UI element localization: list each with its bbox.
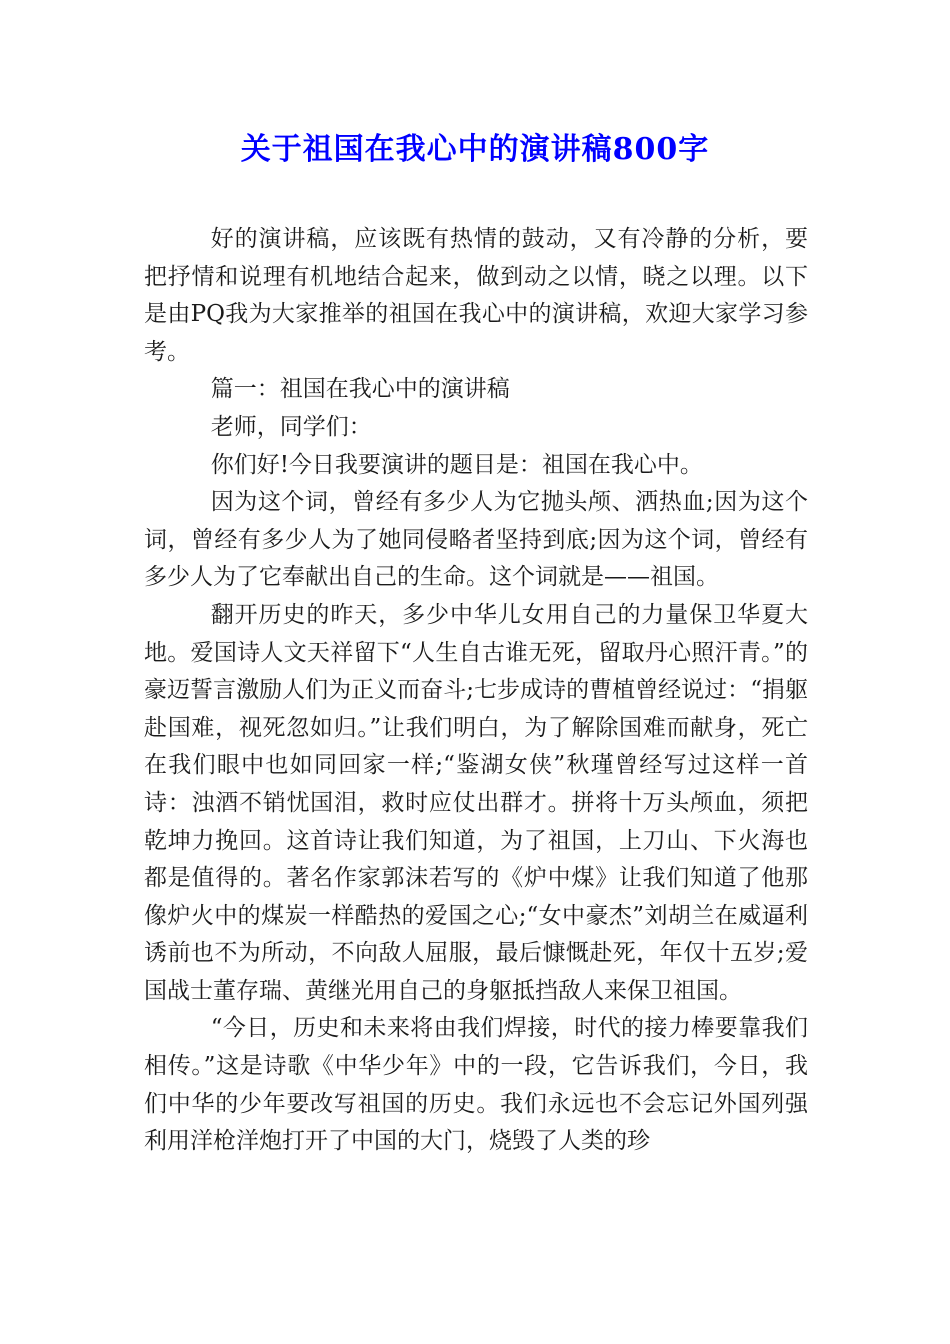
paragraph-greeting: 你们好!今日我要演讲的题目是：祖国在我心中。 xyxy=(210,451,703,478)
paragraph-history: 翻开历史的昨天，多少中华儿女用自己的力量保卫华夏大地。爱国诗人文天祥留下“人生自古谁无死，留取丹心照汗青。”的豪迈誓言激励人们为正义而奋斗;七步成诗的曹植曾经说过：“捐躯赴国难，视死忽如归。”让我们明白，为了解除国难而献身，死亡在我们眼中也如同回家一样;“鉴湖女侠”秋瑾曾经写过这样一首诗：浊酒不销忧国泪，救时应仗出群才。拼将十万头颅血，须把乾坤力挽回。这首诗让我们知道，为了祖国，上刀山、下火海也都是值得的。著名作家郭沫若写的《炉中煤》让我们知道了他那像炉火中的煤炭一样酷热的爱国之心;“女中豪杰”刘胡兰在威逼利诱前也不为所动，不向敌人屈服，最后慷慨赴死，年仅十五岁;爱国战士董存瑞、黄继光用自己的身躯抵挡敌人来保卫祖国。 xyxy=(144,601,808,1004)
paragraph-salutation: 老师，同学们： xyxy=(210,413,372,440)
paragraph-section-heading: 篇一：祖国在我心中的演讲稿 xyxy=(210,376,510,403)
document-body xyxy=(144,221,808,1161)
document-title: 关于祖国在我心中的演讲稿800字 xyxy=(240,132,710,167)
paragraph-motherland: 因为这个词，曾经有多少人为它抛头颅、洒热血;因为这个词，曾经有多少人为了她同侵略者坚持到底;因为这个词，曾经有多少人为了它奉献出自己的生命。这个词就是——祖国。 xyxy=(144,489,808,591)
paragraph-future: “今日，历史和未来将由我们焊接，时代的接力棒要靠我们相传。”这是诗歌《中华少年》中的一段，它告诉我们，今日，我们中华的少年要改写祖国的历史。我们永远也不会忘记外国列强利用洋枪洋炮打开了中国的大门，烧毁了人类的珍 xyxy=(144,1015,808,1155)
paragraph-intro: 好的演讲稿，应该既有热情的鼓动，又有冷静的分析，要把抒情和说理有机地结合起来，做到动之以情，晓之以理。以下是由PQ我为大家推举的祖国在我心中的演讲稿，欢迎大家学习参考。 xyxy=(144,226,808,365)
